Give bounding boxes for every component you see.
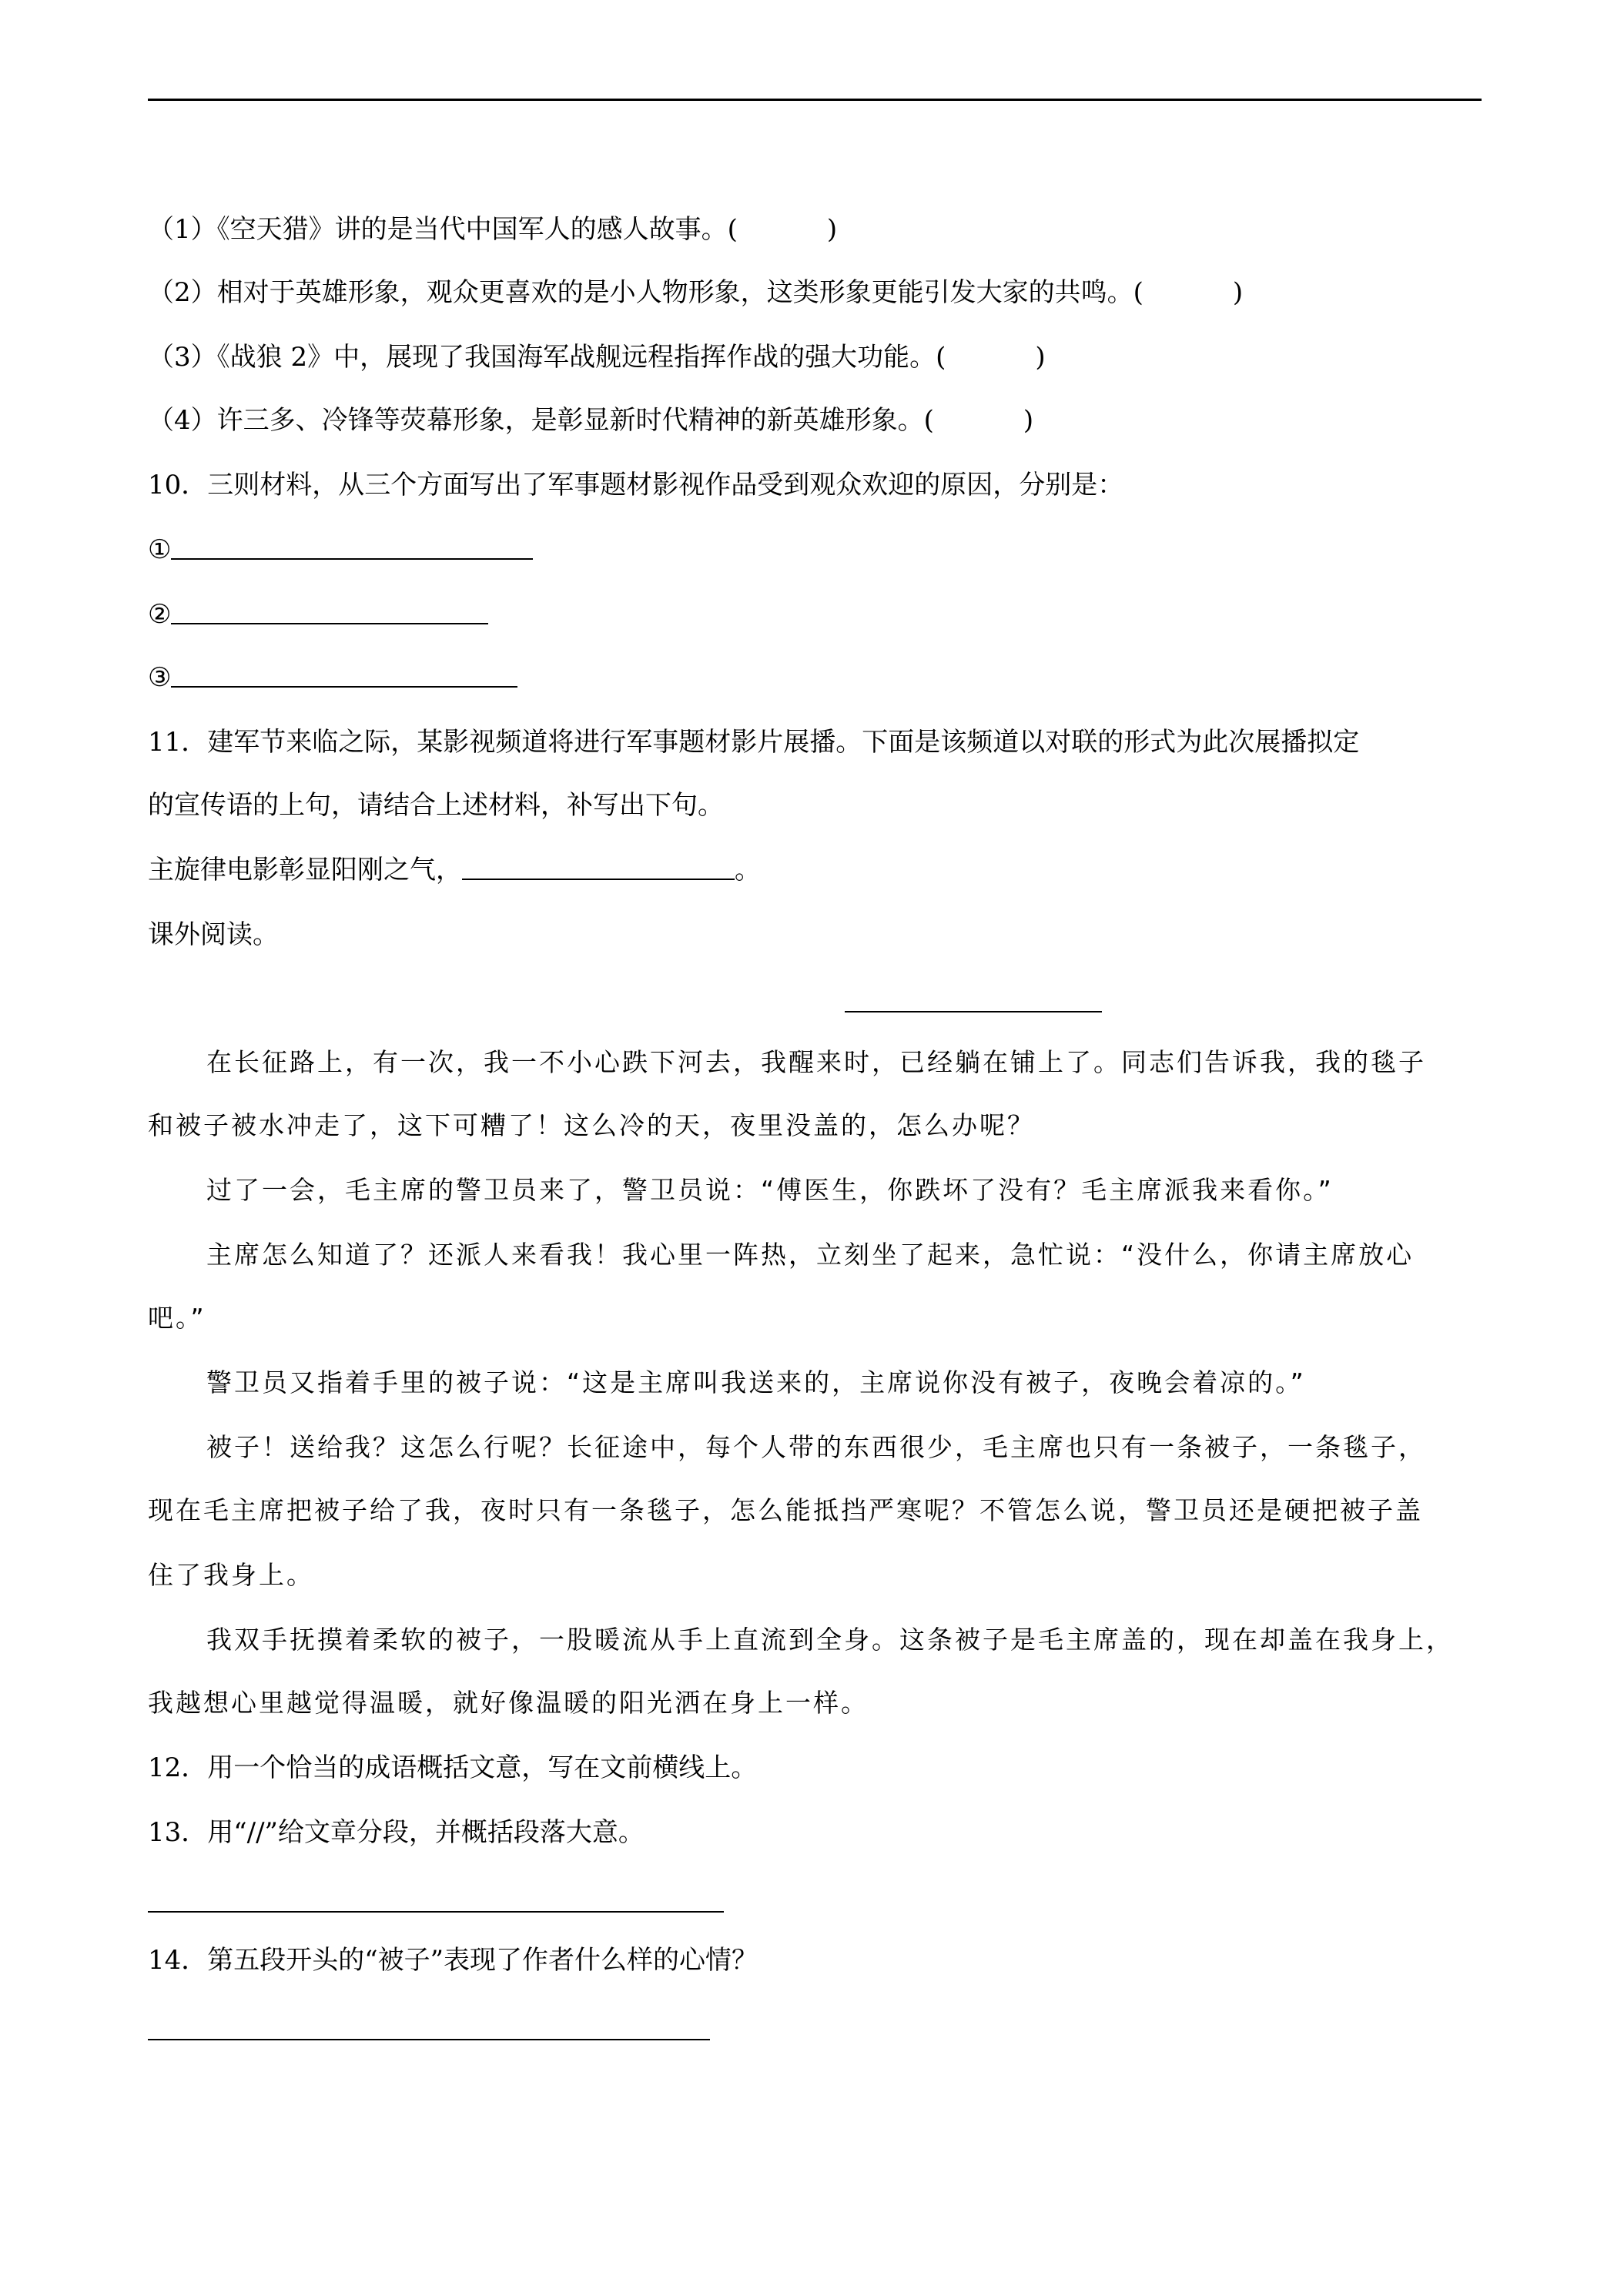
couplet-line xyxy=(148,853,761,887)
q10-marker-3: ③ xyxy=(148,662,172,693)
passage-line-11: 我越想心里越觉得温暖，就好像温暖的阳光洒在身上一样。 xyxy=(148,1688,869,1718)
tf-item-3-close: ) xyxy=(1035,342,1046,373)
q10-blank-3[interactable] xyxy=(171,663,517,688)
passage-line-9: 住了我身上。 xyxy=(148,1560,314,1590)
tf-item-1-close: ) xyxy=(826,214,838,245)
passage-title-blank[interactable] xyxy=(845,1011,1102,1012)
passage-line-2: 和被子被水冲走了，这下可糟了！这么冷的天，夜里没盖的，怎么办呢？ xyxy=(148,1110,1035,1140)
q10-answer-1[interactable] xyxy=(148,533,533,567)
couplet-suffix: 。 xyxy=(735,855,761,885)
couplet-blank[interactable] xyxy=(462,855,735,880)
q10-blank-1[interactable] xyxy=(171,535,533,560)
tf-item-4 xyxy=(148,403,1033,437)
question-10: 10．三则材料，从三个方面写出了军事题材影视作品受到观众欢迎的原因，分别是： xyxy=(148,470,1124,500)
passage-line-4: 主席怎么知道了？还派人来看我！我心里一阵热，立刻坐了起来，急忙说：“没什么，你请主席放心 xyxy=(206,1240,1415,1270)
question-12: 12．用一个恰当的成语概括文意，写在文前横线上。 xyxy=(148,1752,758,1783)
header-rule xyxy=(148,99,1482,101)
passage-line-8: 现在毛主席把被子给了我，夜时只有一条毯子，怎么能抵挡严寒呢？不管怎么说，警卫员还是硬把被子盖 xyxy=(148,1495,1423,1525)
section-title: 课外阅读。 xyxy=(148,919,279,950)
question-11-line-2: 的宣传语的上句，请结合上述材料，补写出下句。 xyxy=(148,790,724,821)
passage-line-10: 我双手抚摸着柔软的被子，一股暖流从手上直流到全身。这条被子是毛主席盖的，现在却盖在我身上， xyxy=(206,1625,1454,1655)
question-14: 14．第五段开头的“被子”表现了作者什么样的心情？ xyxy=(148,1945,758,1976)
tf-item-2-close: ) xyxy=(1232,277,1244,308)
q13-answer-line[interactable] xyxy=(148,1911,724,1913)
passage-line-7: 被子！送给我？这怎么行呢？长征途中，每个人带的东西很少，毛主席也只有一条被子，一条毯子， xyxy=(206,1432,1426,1462)
tf-item-2-text: （2）相对于英雄形象，观众更喜欢的是小人物形象，这类形象更能引发大家的共鸣。( xyxy=(148,277,1143,308)
tf-item-3-text: （3）《战狼 2》中，展现了我国海军战舰远程指挥作战的强大功能。( xyxy=(148,342,946,373)
tf-item-1 xyxy=(148,213,837,246)
q10-marker-2: ② xyxy=(148,599,172,630)
passage-line-1: 在长征路上，有一次，我一不小心跌下河去，我醒来时，已经躺在铺上了。同志们告诉我，我的毯子 xyxy=(206,1047,1426,1077)
passage-line-6: 警卫员又指着手里的被子说：“这是主席叫我送来的，主席说你没有被子，夜晚会着凉的。” xyxy=(206,1367,1306,1397)
question-11-line-1: 11．建军节来临之际，某影视频道将进行军事题材影片展播。下面是该频道以对联的形式为此次展播拟定 xyxy=(148,727,1360,758)
question-13: 13．用“//”给文章分段，并概括段落大意。 xyxy=(148,1817,645,1848)
q10-blank-2[interactable] xyxy=(171,600,488,624)
q10-answer-2[interactable] xyxy=(148,597,488,631)
tf-item-1-text: （1）《空天猎》讲的是当代中国军人的感人故事。( xyxy=(148,214,738,245)
q14-answer-line[interactable] xyxy=(148,2039,710,2040)
tf-item-2 xyxy=(148,276,1243,310)
tf-item-4-text: （4）许三多、冷锋等荧幕形象，是彰显新时代精神的新英雄形象。( xyxy=(148,405,934,436)
passage-line-5: 吧。” xyxy=(148,1303,206,1333)
couplet-prefix: 主旋律电影彰显阳刚之气， xyxy=(148,855,462,885)
q10-marker-1: ① xyxy=(148,534,172,565)
q10-answer-3[interactable] xyxy=(148,661,517,694)
passage-line-3: 过了一会，毛主席的警卫员来了，警卫员说：“傅医生，你跌坏了没有？毛主席派我来看你。” xyxy=(206,1175,1334,1205)
tf-item-4-close: ) xyxy=(1023,405,1034,436)
tf-item-3 xyxy=(148,340,1046,374)
